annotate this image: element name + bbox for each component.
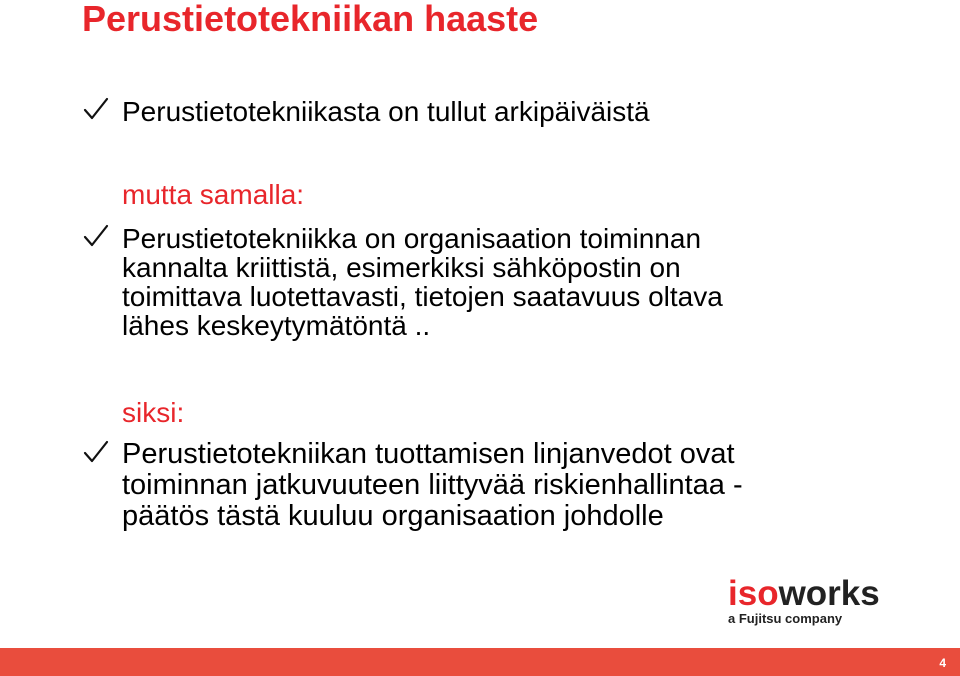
bullet-3-line: toiminnan jatkuvuuteen liittyvää riskienhallintaa - bbox=[122, 469, 743, 501]
bullet-3-intro: siksi: bbox=[122, 397, 185, 428]
bullet-2-line: Perustietotekniikka on organisaation toiminnan bbox=[122, 223, 702, 254]
logo-wordmark bbox=[728, 574, 880, 614]
bullet-2-line: toimittava luotettavasti, tietojen saatavuus oltava bbox=[122, 281, 723, 312]
isoworks-logo bbox=[728, 574, 928, 628]
checkmark-icon bbox=[80, 95, 110, 125]
checkmark-icon bbox=[80, 222, 110, 252]
bullet-2-line: lähes keskeytymätöntä .. bbox=[122, 310, 431, 341]
bullet-2-intro: mutta samalla: bbox=[122, 179, 305, 210]
logo-works: works bbox=[778, 574, 880, 613]
bullet-1-text: Perustietotekniikasta on tullut arkipäiväistä bbox=[122, 96, 650, 127]
bullet-2-line: kannalta kriittistä, esimerkiksi sähköpostin on bbox=[122, 252, 681, 283]
bullet-3-line: päätös tästä kuuluu organisaation johdolle bbox=[122, 500, 664, 532]
bullet-3-line: Perustietotekniikan tuottamisen linjanvedot ovat bbox=[122, 438, 735, 470]
footer-bar bbox=[0, 648, 960, 676]
slide-title: Perustietotekniikan haaste bbox=[82, 0, 539, 39]
logo-iso: iso bbox=[728, 574, 779, 613]
page-number: 4 bbox=[939, 656, 946, 670]
logo-tagline: a Fujitsu company bbox=[728, 611, 843, 626]
checkmark-icon bbox=[80, 438, 110, 468]
